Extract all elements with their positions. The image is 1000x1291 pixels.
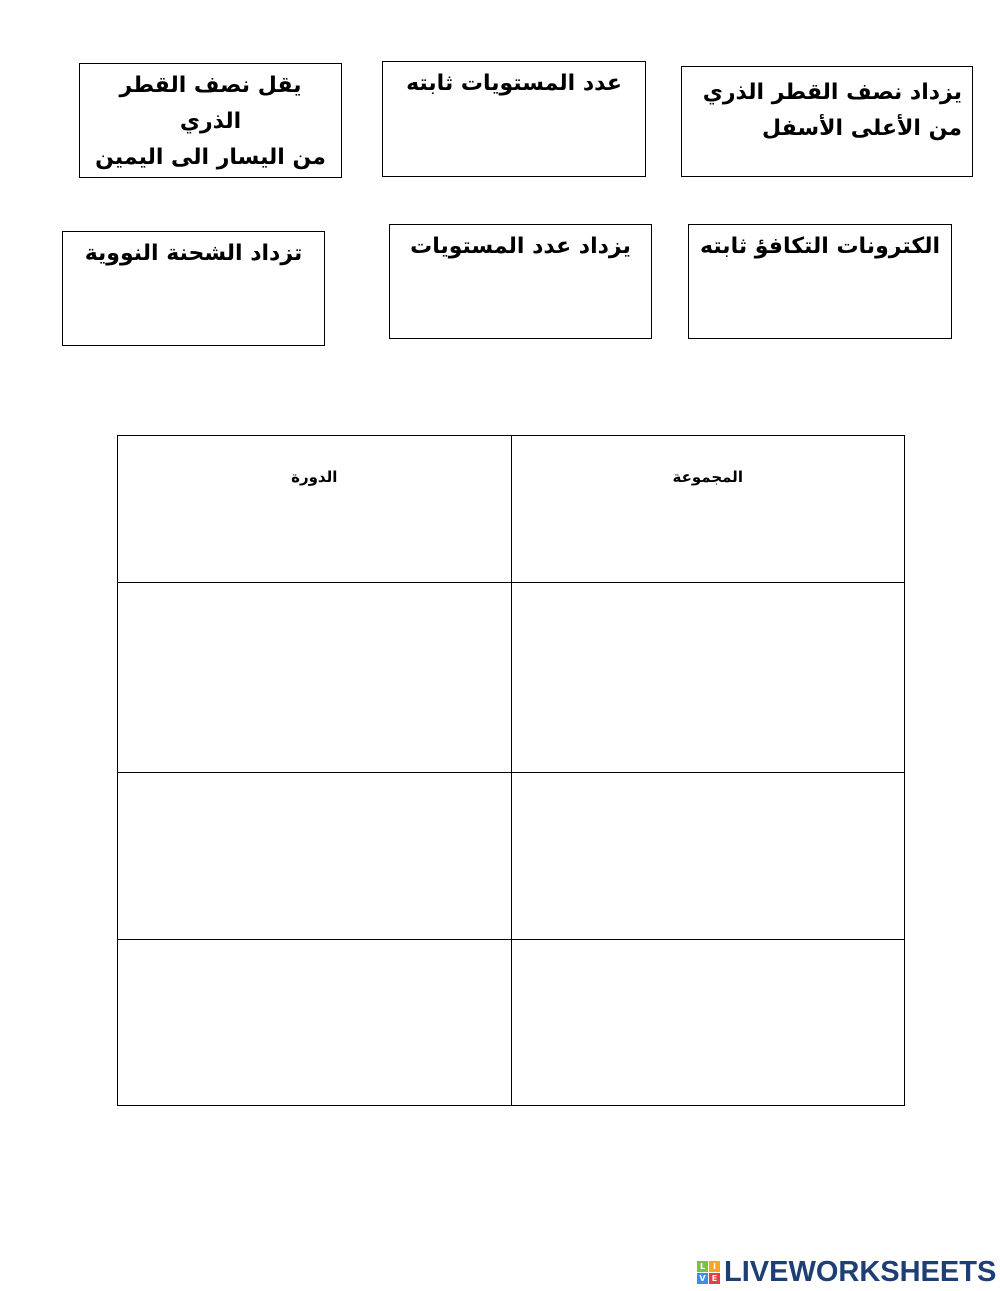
card-levels-constant[interactable] (382, 61, 646, 177)
card-levels-increase[interactable] (389, 224, 652, 339)
header-group: المجموعة (511, 436, 905, 583)
liveworksheets-logo (697, 1256, 996, 1289)
card-text: من الأعلى الأسفل (762, 116, 962, 141)
header-period: الدورة (118, 436, 512, 583)
drop-cell[interactable] (118, 940, 512, 1106)
card-text: يقل نصف القطر الذري (119, 73, 302, 134)
drop-cell[interactable] (118, 773, 512, 940)
card-radius-increases[interactable] (681, 66, 973, 177)
card-valence-constant[interactable] (688, 224, 952, 339)
card-text: يزداد نصف القطر الذري (702, 80, 962, 105)
drop-cell[interactable] (118, 583, 512, 773)
drop-cell[interactable] (511, 583, 905, 773)
logo-text: LIVEWORKSHEETS (724, 1256, 997, 1288)
card-text: من اليسار الى اليمين (95, 145, 326, 170)
card-text: تزداد الشحنة النووية (84, 241, 303, 266)
answer-table (117, 435, 905, 1106)
card-text: عدد المستويات ثابته (406, 71, 622, 96)
card-text: يزداد عدد المستويات (410, 234, 631, 259)
card-text: الكترونات التكافؤ ثابته (699, 234, 941, 259)
drop-cell[interactable] (511, 940, 905, 1106)
live-badge-icon: L I V E (697, 1261, 720, 1284)
drop-cell[interactable] (511, 773, 905, 940)
card-radius-decreases[interactable] (79, 63, 342, 178)
card-nuclear-charge[interactable] (62, 231, 325, 346)
